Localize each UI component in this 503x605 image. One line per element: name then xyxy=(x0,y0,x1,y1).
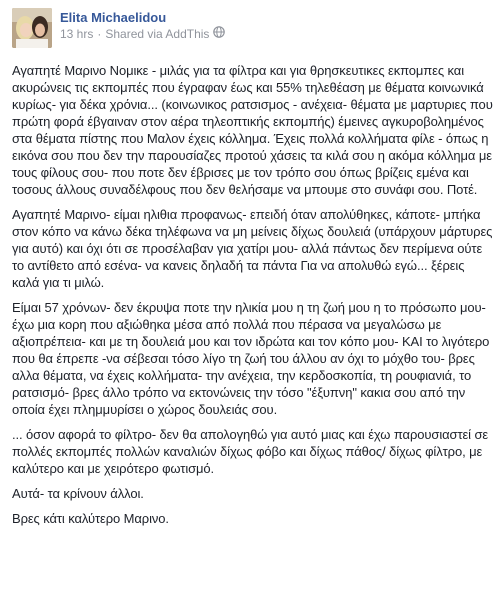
post-paragraph: Αυτά- τα κρίνουν άλλοι. xyxy=(12,486,144,501)
avatar[interactable] xyxy=(12,8,52,48)
post-paragraph: ... όσον αφορά το φίλτρο- δεν θα απολογηθώ για αυτό μιας και έχω παρουσιαστεί σε πολλές εκπομπές πολλών καναλιών δίχως φόβο και δίχως πάθος/ δίχως φίλτρο, με καλύτερο και με χειρότερο φωτισμό. xyxy=(12,427,489,476)
separator: · xyxy=(97,27,102,41)
post-subline xyxy=(60,26,225,43)
post-header xyxy=(12,8,225,48)
globe-icon[interactable] xyxy=(213,26,225,43)
profile-photo-icon xyxy=(12,8,52,48)
post-paragraph: Βρες κάτι καλύτερο Μαρινο. xyxy=(12,511,169,526)
shared-via-label[interactable]: Shared via AddThis xyxy=(105,27,210,41)
post-paragraph: Αγαπητέ Μαρινο Νομικε - μιλάς για τα φίλτρα και για θρησκευτικες εκπομπες και ακυρώνεις τις εκπομπές που έγραφαν έως και 55% τηλεθέαση με θέματα κοινωνικά κυρίως- για δέκα χρόνια... (κοινωνικος ρατσισμος - ανέχεια- θέματα με μαρτυριες που πρώτη φορά έβγαιναν στον αέρα τηλεοπτικής εκπομπής) έμεινες αγκυροβολημένος στα θέματα πίστης που Μαλον έχεις κόλλημα. Έχεις πολλά κολλήματα φίλε - όπως η εικόνα σου που δεν την παρουσίαζες προτού χάσεις τα κιλά σου η ακόμα κόλλημα με τους φίλους σου- που ποτε δεν έβρισες με τον τρόπο σου όπως βρίζεις εμένα και τοσους άλλους συναδέλφους που δεν θελήσαμε να μπουμε στο συνάφι σου. Ποτέ. xyxy=(12,63,493,197)
post-body xyxy=(12,62,494,535)
post-timestamp[interactable]: 13 hrs xyxy=(60,27,94,41)
post-meta xyxy=(60,9,225,43)
post-paragraph: Αγαπητέ Μαρινο- είμαι ηλιθια προφανως- επειδή όταν απολύθηκες, κάποτε- μπήκα στον κόπο να κάνω δέκα τηλέφωνα να μη μείνεις δίχως δουλειά (υπάρχουν μάρτυρες για αυτό) και όχι ότι σε προσέλαβαν για χατίρι μου- αλλά πάντως δεν περίμενα ούτε το αντίθετο από εσένα- να κανεις δηλαδή τα πάντα Για να απολυθώ εγώ... ξέρεις καλά για τι μιλώ. xyxy=(12,207,493,290)
author-name[interactable]: Elita Michaelidou xyxy=(60,10,167,25)
post-paragraph: Είμαι 57 χρόνων- δεν έκρυψα ποτε την ηλικία μου η τη ζωή μου η το πρόσωπο μου- έχω μια κορη που αξιώθηκα μέσα από πολλά που πέρασα να μεγαλώσω με αξιοπρέπεια- και με τη δουλειά μου και τον ιδρώτα και τον κόπο μου- ΚΑΙ το λιγότερο που θα έπρεπε -να σέβεσαι τόσο λίγο τη ζωή του άλλου αν όχι το μόχθο του- βρες αλλα θέματα, να έχεις κολλήματα- την ανέχεια, την κερδοσκοπία, τη ρουφιανιά, το ρατσισμό- βρες άλλο τρόπο να εκτονώνεις την τόσο "έξυπνη" κακια σου από την οποία έχει πλημμυρίσει ο χώρος δουλειάς σου. xyxy=(12,300,490,417)
